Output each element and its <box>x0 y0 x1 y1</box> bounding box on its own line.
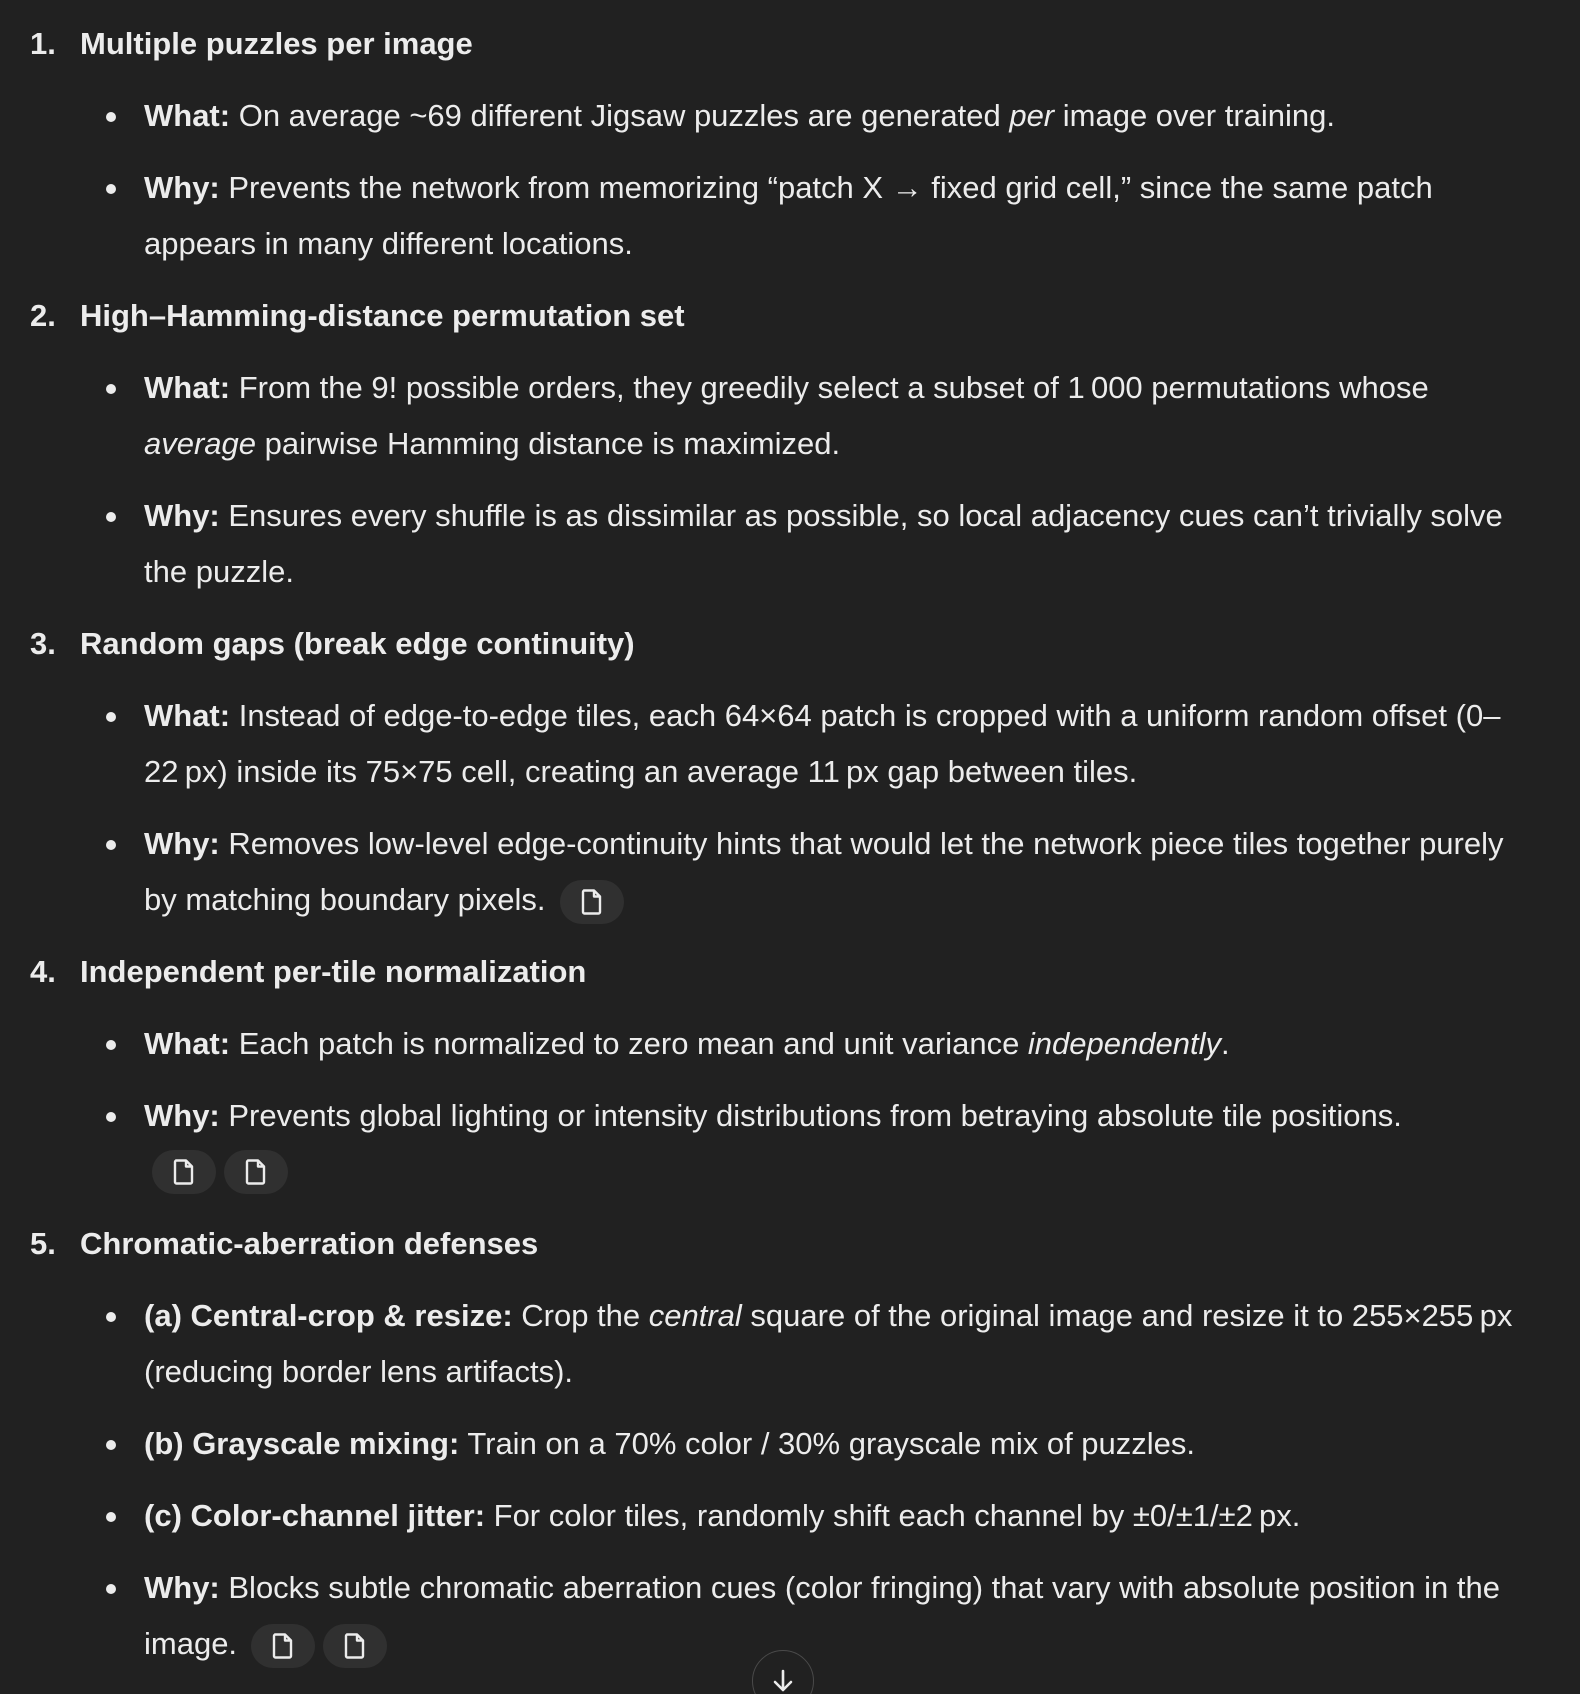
document-icon <box>271 1632 295 1660</box>
document-icon <box>244 1158 268 1186</box>
citation-group <box>251 1624 387 1668</box>
section-number: 3. <box>30 626 56 661</box>
bullet-label: What: <box>144 1026 231 1061</box>
bullet-text: From the 9! possible orders, they greedily select a subset of 1 000 permutations whose <box>230 370 1429 405</box>
bullet-text: For color tiles, randomly shift each channel by ±0/±1/±2 px. <box>485 1498 1301 1533</box>
bullet-text: pairwise Hamming distance is maximized. <box>256 426 841 461</box>
section-heading <box>0 288 1580 344</box>
emphasis-text: independently <box>1027 1026 1221 1061</box>
bullet-text: Crop the <box>512 1298 649 1333</box>
citation-button[interactable] <box>323 1624 387 1668</box>
bullet-what <box>0 688 1580 800</box>
bullet-label: (c) Color-channel jitter: <box>144 1498 486 1533</box>
bullet-text: Ensures every shuffle is as dissimilar as possible, so local adjacency cues can’t trivially solve the puzzle. <box>144 498 1503 589</box>
bullet-text: Prevents global lighting or intensity distributions from betraying absolute tile positions. <box>219 1098 1402 1133</box>
bullet-label: Why: <box>144 1098 220 1133</box>
section-title: Chromatic-aberration defenses <box>80 1226 539 1261</box>
bullet-what <box>0 360 1580 472</box>
section-title: Multiple puzzles per image <box>80 26 473 61</box>
section-title: Random gaps (break edge continuity) <box>80 626 635 661</box>
bullet-label: What: <box>144 698 231 733</box>
bullet-list <box>0 688 1580 928</box>
bullet-text: square of the original image and resize it to 255×255 px (reducing border lens artifacts). <box>144 1298 1513 1389</box>
numbered-list <box>0 16 1580 1672</box>
section-heading <box>0 944 1580 1000</box>
bullet-label: (b) Grayscale mixing: <box>144 1426 460 1461</box>
bullet-list <box>0 360 1580 600</box>
list-item-4 <box>0 944 1580 1200</box>
section-title: Independent per-tile normalization <box>80 954 587 989</box>
assistant-message <box>0 16 1580 1672</box>
bullet-why <box>0 1088 1580 1200</box>
bullet-label: Why: <box>144 498 220 533</box>
arrow-down-icon <box>769 1667 797 1694</box>
section-title: High–Hamming-distance permutation set <box>80 298 685 333</box>
bullet-text: Train on a 70% color / 30% grayscale mix of puzzles. <box>459 1426 1196 1461</box>
citation-button[interactable] <box>152 1150 216 1194</box>
emphasis-text: central <box>648 1298 742 1333</box>
section-heading <box>0 1216 1580 1272</box>
bullet-text: Instead of edge-to-edge tiles, each 64×64 patch is cropped with a uniform random offset (0–22 px) inside its 75×75 cell, creating an average 11 px gap between tiles. <box>144 698 1501 789</box>
bullet-text: Each patch is normalized to zero mean and unit variance <box>230 1026 1028 1061</box>
section-heading <box>0 16 1580 72</box>
section-number: 2. <box>30 298 56 333</box>
list-item-1 <box>0 16 1580 272</box>
bullet-why <box>0 160 1580 272</box>
section-number: 4. <box>30 954 56 989</box>
bullet-list <box>0 1288 1580 1672</box>
bullet-list <box>0 88 1580 272</box>
emphasis-text: per <box>1009 98 1055 133</box>
bullet-label: Why: <box>144 826 220 861</box>
citation-group <box>560 880 624 924</box>
document-icon <box>172 1158 196 1186</box>
bullet-text: Blocks subtle chromatic aberration cues (color fringing) that vary with absolute position in the image. <box>144 1570 1500 1661</box>
bullet-label: Why: <box>144 170 220 205</box>
bullet-what <box>0 1016 1580 1072</box>
section-number: 1. <box>30 26 56 61</box>
citation-button[interactable] <box>560 880 624 924</box>
bullet-text: Removes low-level edge-continuity hints that would let the network piece tiles together purely by matching boundary pixels. <box>144 826 1504 917</box>
section-heading <box>0 616 1580 672</box>
bullet-a <box>0 1288 1580 1400</box>
citation-button[interactable] <box>251 1624 315 1668</box>
citation-button[interactable] <box>224 1150 288 1194</box>
bullet-label: What: <box>144 370 231 405</box>
document-icon <box>580 888 604 916</box>
section-number: 5. <box>30 1226 56 1261</box>
bullet-text: image over training. <box>1054 98 1336 133</box>
bullet-label: (a) Central-crop & resize: <box>144 1298 513 1333</box>
bullet-why <box>0 488 1580 600</box>
bullet-b <box>0 1416 1580 1472</box>
bullet-list <box>0 1016 1580 1200</box>
bullet-label: What: <box>144 98 231 133</box>
list-item-2 <box>0 288 1580 600</box>
bullet-text: Prevents the network from memorizing “patch X → fixed grid cell,” since the same patch appears in many different locations. <box>144 170 1433 261</box>
bullet-why <box>0 816 1580 928</box>
emphasis-text: average <box>144 426 257 461</box>
bullet-c <box>0 1488 1580 1544</box>
bullet-text: . <box>1220 1026 1230 1061</box>
list-item-3 <box>0 616 1580 928</box>
document-icon <box>343 1632 367 1660</box>
bullet-what <box>0 88 1580 144</box>
list-item-5 <box>0 1216 1580 1672</box>
citation-group <box>152 1144 1540 1200</box>
bullet-label: Why: <box>144 1570 220 1605</box>
bullet-text: On average ~69 different Jigsaw puzzles are generated <box>230 98 1010 133</box>
